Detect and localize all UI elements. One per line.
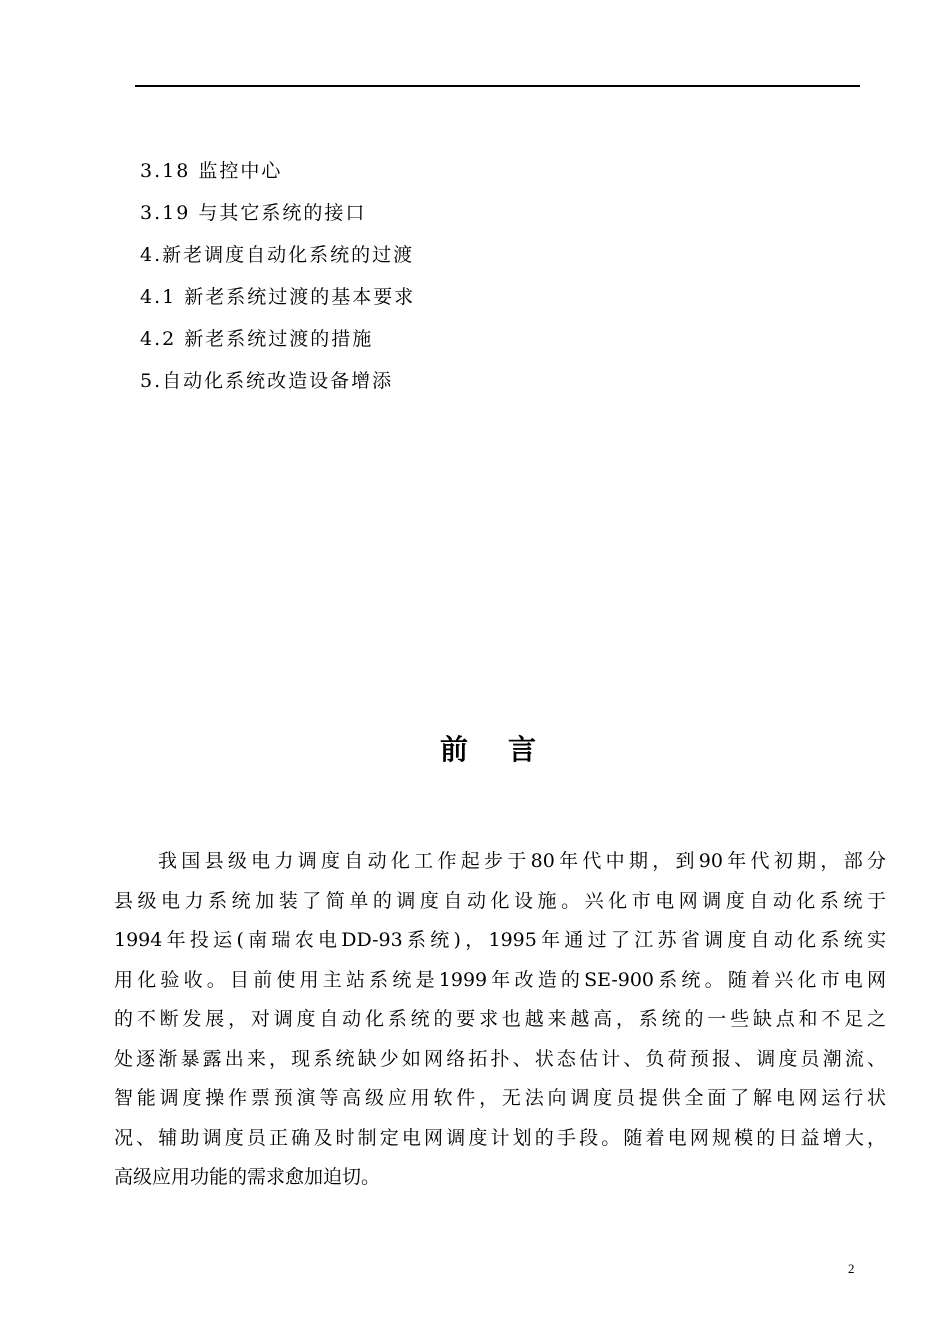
- table-of-contents: [140, 150, 740, 402]
- toc-item: 3.19 与其它系统的接口: [140, 202, 367, 224]
- toc-item: 4.1 新老系统过渡的基本要求: [140, 286, 416, 308]
- toc-item: 4.2 新老系统过渡的措施: [140, 328, 374, 350]
- paragraph-line: 用化验收。目前使用主站系统是1999年改造的SE-900系统。随着兴化市电网: [114, 968, 886, 991]
- toc-item: 4.新老调度自动化系统的过渡: [140, 244, 415, 266]
- toc-item: 3.18 监控中心: [140, 160, 283, 182]
- paragraph-line: 县级电力系统加装了简单的调度自动化设施。兴化市电网调度自动化系统于: [114, 889, 886, 912]
- preface-paragraph: [114, 842, 886, 1198]
- paragraph-line: 1994年投运(南瑞农电DD-93系统)，1995年通过了江苏省调度自动化系统实: [114, 929, 886, 951]
- toc-item: 5.自动化系统改造设备增添: [140, 370, 394, 392]
- paragraph-line: 我国县级电力调度自动化工作起步于80年代中期，到90年代初期，部分: [158, 850, 886, 872]
- paragraph-line: 高级应用功能的需求愈加迫切。: [114, 1166, 381, 1188]
- paragraph-line: 的不断发展，对调度自动化系统的要求也越来越高，系统的一些缺点和不足之: [114, 1008, 886, 1030]
- paragraph-line: 况、辅助调度员正确及时制定电网调度计划的手段。随着电网规模的日益增大，: [114, 1126, 886, 1149]
- paragraph-line: 智能调度操作票预演等高级应用软件，无法向调度员提供全面了解电网运行状: [114, 1087, 886, 1109]
- header-rule: [135, 85, 860, 87]
- paragraph-line: 处逐渐暴露出来，现系统缺少如网络拓扑、状态估计、负荷预报、调度员潮流、: [114, 1047, 886, 1070]
- page-number: 2: [848, 1261, 855, 1276]
- preface-title: 前言: [439, 733, 576, 766]
